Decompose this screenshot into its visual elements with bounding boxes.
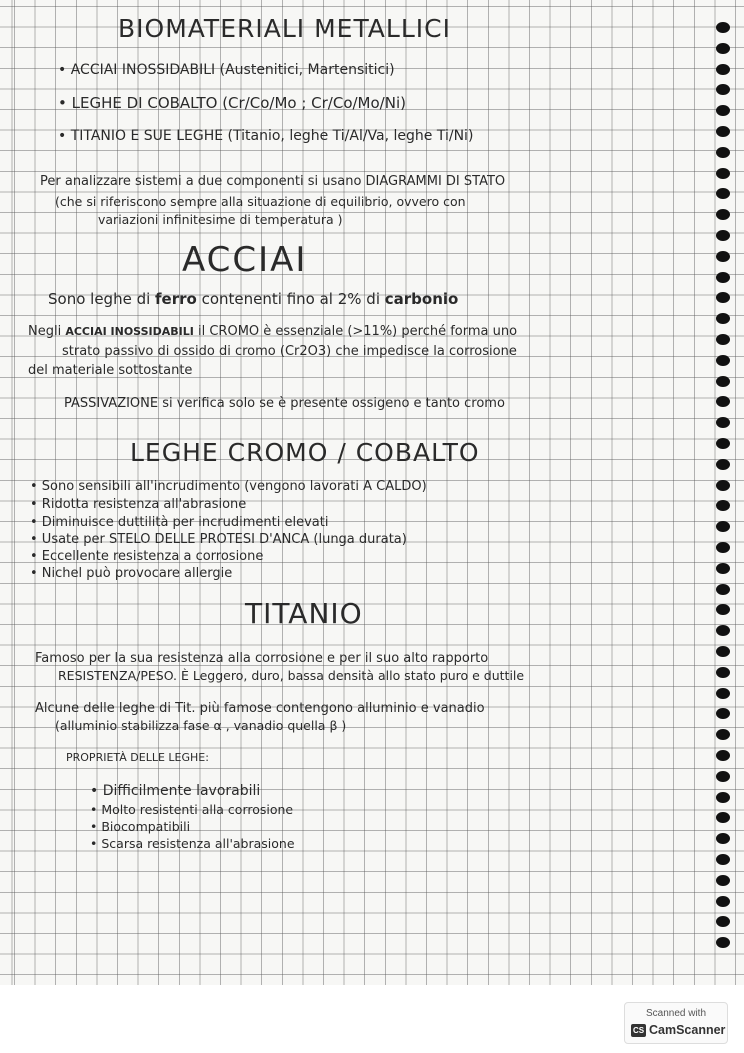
spiral-hole xyxy=(716,625,730,636)
paragraph-line: (alluminio stabilizza fase α , vanadio quella β ) xyxy=(55,718,347,733)
paragraph-line: Negli ACCIAI INOSSIDABILI il CROMO è essenziale (>11%) perché forma uno xyxy=(28,324,518,339)
spiral-hole xyxy=(716,417,730,428)
spiral-hole xyxy=(716,937,730,948)
paragraph-line: Sono leghe di ferro contenenti fino al 2% di carbonio xyxy=(48,290,459,308)
spiral-hole xyxy=(716,376,730,387)
badge-caption: Scanned with xyxy=(645,1008,707,1019)
list-item: • Molto resistenti alla corrosione xyxy=(90,802,294,817)
spiral-hole xyxy=(716,812,730,823)
spiral-binding xyxy=(716,22,740,962)
spiral-hole xyxy=(716,521,730,532)
paragraph-line: Alcune delle leghe di Tit. più famose contengono alluminio e vanadio xyxy=(35,701,485,716)
paragraph-line: RESISTENZA/PESO. È Leggero, duro, bassa densità allo stato puro e duttile xyxy=(58,668,525,683)
spiral-hole xyxy=(716,896,730,907)
list-item: • Biocompatibili xyxy=(90,819,191,834)
list-item: • Usate per STELO DELLE PROTESI D'ANCA (lunga durata) xyxy=(30,532,407,547)
spiral-hole xyxy=(716,272,730,283)
subheading: PROPRIETÀ DELLE LEGHE: xyxy=(66,751,209,764)
spiral-hole xyxy=(716,147,730,158)
paragraph-line: variazioni infinitesime di temperatura ) xyxy=(98,212,343,227)
paragraph-line: PASSIVAZIONE si verifica solo se è presente ossigeno e tanto cromo xyxy=(64,396,505,411)
list-item: • Eccellente resistenza a corrosione xyxy=(30,549,264,564)
paragraph-line: Per analizzare sistemi a due componenti si usano DIAGRAMMI DI STATO xyxy=(40,174,506,189)
section-heading-titanio: TITANIO xyxy=(245,597,363,630)
spiral-hole xyxy=(716,22,730,33)
spiral-hole xyxy=(716,64,730,75)
list-item: • Diminuisce duttilità per incrudimenti elevati xyxy=(30,515,329,530)
page-title: BIOMATERIALI METALLICI xyxy=(118,14,451,43)
list-item: • ACCIAI INOSSIDABILI (Austenitici, Martensitici) xyxy=(58,62,395,78)
list-item: • LEGHE DI COBALTO (Cr/Co/Mo ; Cr/Co/Mo/Ni) xyxy=(58,94,406,112)
spiral-hole xyxy=(716,188,730,199)
badge-brand: CamScanner xyxy=(649,1023,726,1037)
spiral-hole xyxy=(716,646,730,657)
list-item: • Ridotta resistenza all'abrasione xyxy=(30,497,247,512)
spiral-hole xyxy=(716,230,730,241)
spiral-hole xyxy=(716,480,730,491)
spiral-hole xyxy=(716,43,730,54)
spiral-hole xyxy=(716,604,730,615)
list-item: • Scarsa resistenza all'abrasione xyxy=(90,836,295,851)
list-item: • Nichel può provocare allergie xyxy=(30,566,233,581)
spiral-hole xyxy=(716,105,730,116)
spiral-hole xyxy=(716,126,730,137)
paragraph-line: strato passivo di ossido di cromo (Cr2O3) che impedisce la corrosione xyxy=(62,344,517,359)
spiral-hole xyxy=(716,916,730,927)
spiral-hole xyxy=(716,792,730,803)
paragraph-line: Famoso per la sua resistenza alla corrosione e per il suo alto rapporto xyxy=(35,651,489,666)
spiral-hole xyxy=(716,729,730,740)
spiral-hole xyxy=(716,854,730,865)
spiral-hole xyxy=(716,500,730,511)
list-item: • Difficilmente lavorabili xyxy=(90,783,261,799)
spiral-hole xyxy=(716,833,730,844)
spiral-hole xyxy=(716,750,730,761)
spiral-hole xyxy=(716,771,730,782)
spiral-hole xyxy=(716,209,730,220)
spiral-hole xyxy=(716,584,730,595)
list-item: • TITANIO E SUE LEGHE (Titanio, leghe Ti/Al/Va, leghe Ti/Ni) xyxy=(58,128,474,144)
spiral-hole xyxy=(716,459,730,470)
spiral-hole xyxy=(716,667,730,678)
spiral-hole xyxy=(716,355,730,366)
spiral-hole xyxy=(716,334,730,345)
spiral-hole xyxy=(716,708,730,719)
spiral-hole xyxy=(716,396,730,407)
paragraph-line: del materiale sottostante xyxy=(28,363,193,378)
paragraph-line: (che si riferiscono sempre alla situazione di equilibrio, ovvero con xyxy=(55,194,466,209)
spiral-hole xyxy=(716,84,730,95)
spiral-hole xyxy=(716,292,730,303)
spiral-hole xyxy=(716,875,730,886)
section-heading-acciai: ACCIAI xyxy=(182,240,308,280)
spiral-hole xyxy=(716,688,730,699)
spiral-hole xyxy=(716,313,730,324)
spiral-hole xyxy=(716,168,730,179)
spiral-hole xyxy=(716,563,730,574)
camscanner-badge xyxy=(624,1002,728,1044)
spiral-hole xyxy=(716,438,730,449)
spiral-hole xyxy=(716,542,730,553)
camscanner-logo-icon: CS xyxy=(632,1026,645,1035)
list-item: • Sono sensibili all'incrudimento (vengono lavorati A CALDO) xyxy=(30,479,427,494)
spiral-hole xyxy=(716,251,730,262)
section-heading-cromo-cobalto: LEGHE CROMO / COBALTO xyxy=(130,438,480,467)
